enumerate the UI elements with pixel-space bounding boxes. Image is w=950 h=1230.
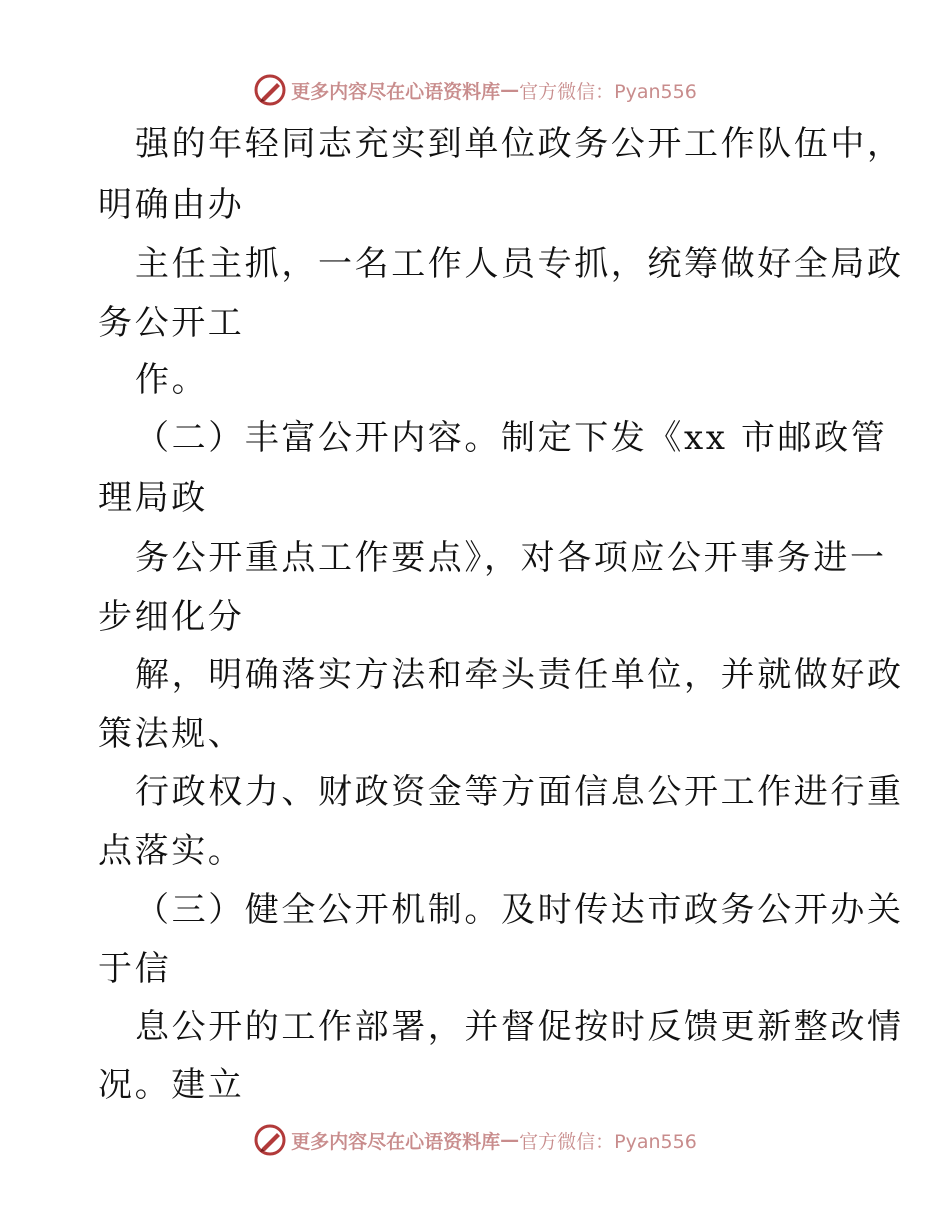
body-line: 息公开的工作部署，并督促按时反馈更新整改情 <box>135 1007 904 1047</box>
body-line: 行政权力、财政资金等方面信息公开工作进行重 <box>135 772 904 812</box>
footer-wechat-text: 官方微信：Pyan556 <box>519 1130 697 1153</box>
footer-brand-text: 更多内容尽在心语资料库 <box>291 1130 501 1153</box>
body-line: 务公开工 <box>98 303 245 343</box>
body-line: 明确由办 <box>98 185 245 225</box>
footer-dash: — <box>500 1129 520 1151</box>
body-line: 点落实。 <box>98 831 245 871</box>
body-line: 强的年轻同志充实到单位政务公开工作队伍中， <box>135 124 904 164</box>
body-line: （三）健全公开机制。及时传达市政务公开办关 <box>135 890 904 930</box>
body-line: 务公开重点工作要点》，对各项应公开事务进一 <box>135 538 887 578</box>
pen-circle-icon <box>253 1123 287 1157</box>
body-line: 步细化分 <box>98 597 245 637</box>
body-line: 解，明确落实方法和牵头责任单位，并就做好政 <box>135 655 904 695</box>
header-brand-text: 更多内容尽在心语资料库 <box>291 80 501 103</box>
body-line: 作。 <box>135 360 209 400</box>
body-line: 况。建立 <box>98 1065 245 1105</box>
body-line: 策法规、 <box>98 714 245 754</box>
body-line: 于信 <box>98 949 172 989</box>
header-wechat-text: 官方微信：Pyan556 <box>519 80 697 103</box>
body-line: （二）丰富公开内容。制定下发《xx 市邮政管 <box>135 418 888 458</box>
body-line: 理局政 <box>98 478 208 518</box>
header-dash: — <box>500 79 520 101</box>
header-banner <box>0 70 950 110</box>
body-line: 主任主抓，一名工作人员专抓，统筹做好全局政 <box>135 244 904 284</box>
pen-circle-icon <box>253 73 287 107</box>
footer-banner <box>0 1120 950 1160</box>
